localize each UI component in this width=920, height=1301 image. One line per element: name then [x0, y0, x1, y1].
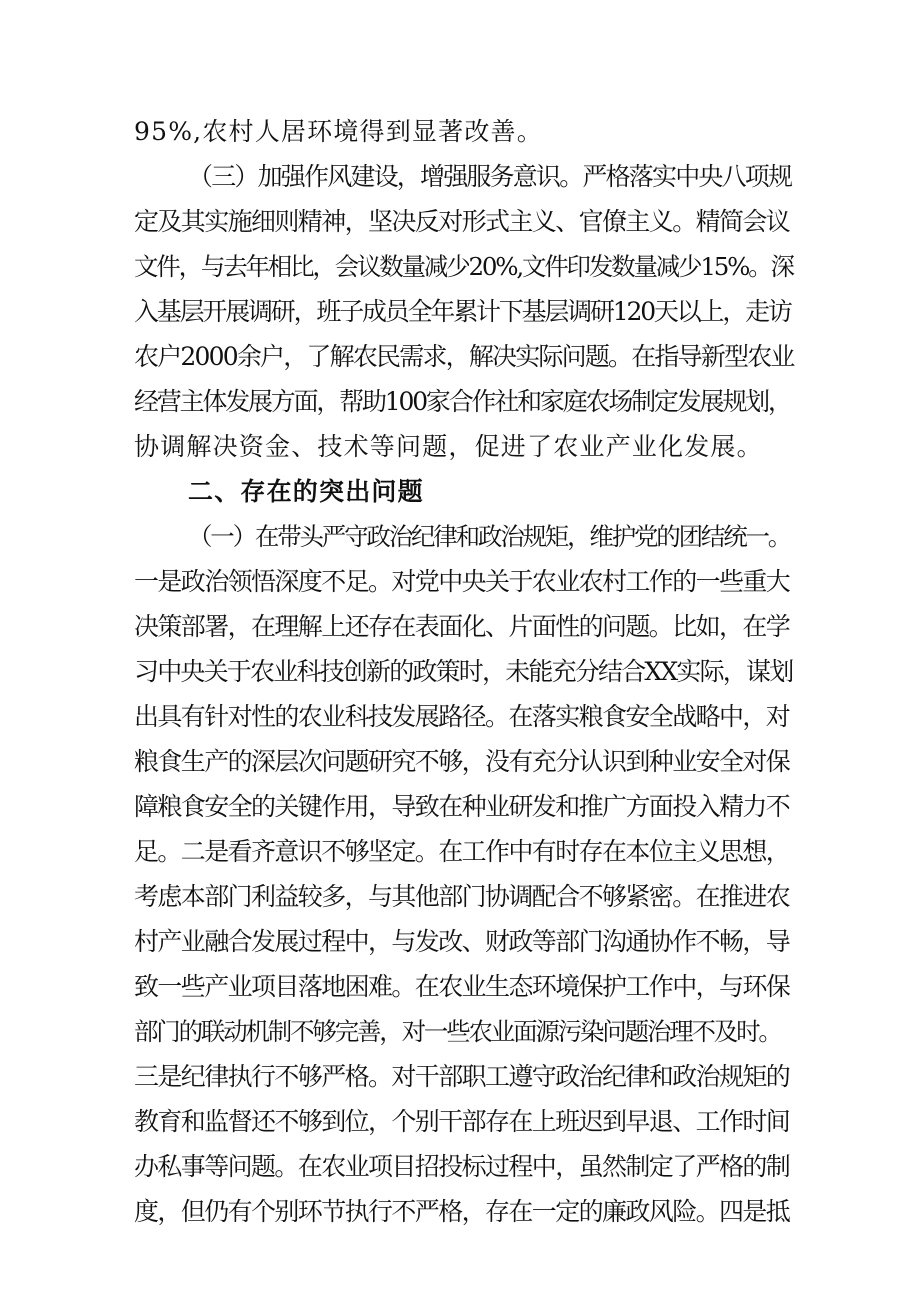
paragraph-line: 经营主体发展方面，帮助100家合作社和家庭农场制定发展规划，	[134, 387, 791, 416]
paragraph-line: 入基层开展调研，班子成员全年累计下基层调研120天以上，走访	[134, 297, 791, 326]
paragraph-line: 办私事等问题。在农业项目招投标过程中，虽然制定了严格的制	[134, 1152, 790, 1181]
paragraph-line: 文件，与去年相比，会议数量减少20%,文件印发数量减少15%。深	[134, 252, 793, 281]
paragraph-line: 村产业融合发展过程中，与发改、财政等部门沟通协作不畅，导	[134, 927, 790, 956]
paragraph-line: 出具有针对性的农业科技发展路径。在落实粮食安全战略中，对	[134, 702, 790, 731]
paragraph-line: 农户2000余户，了解农民需求，解决实际问题。在指导新型农业	[134, 342, 794, 371]
paragraph-line: 一是政治领悟深度不足。对党中央关于农业农村工作的一些重大	[134, 567, 790, 596]
paragraph-line: 部门的联动机制不够完善，对一些农业面源污染问题治理不及时。	[134, 1017, 781, 1046]
paragraph-line: 三是纪律执行不够严格。对干部职工遵守政治纪律和政治规矩的	[134, 1062, 790, 1091]
paragraph-line: 协调解决资金、技术等问题，促进了农业产业化发展。	[134, 432, 763, 461]
paragraph-line: 决策部署，在理解上还存在表面化、片面性的问题。比如，在学	[134, 612, 790, 641]
paragraph-line: 粮食生产的深层次问题研究不够，没有充分认识到种业安全对保	[134, 747, 790, 776]
paragraph-line: （三）加强作风建设，增强服务意识。严格落实中央八项规	[188, 162, 792, 191]
paragraph-line: 定及其实施细则精神，坚决反对形式主义、官僚主义。精简会议	[134, 207, 790, 236]
paragraph-line: 习中央关于农业科技创新的政策时，未能充分结合XX实际，谋划	[134, 657, 793, 686]
section-heading: 二、存在的突出问题	[188, 477, 424, 506]
paragraph-line: 教育和监督还不够到位，个别干部存在上班迟到早退、工作时间	[134, 1107, 790, 1136]
paragraph-line: （一）在带头严守政治纪律和政治规矩，维护党的团结统一。	[188, 522, 791, 551]
paragraph-line: 度，但仍有个别环节执行不严格，存在一定的廉政风险。四是抵	[134, 1197, 790, 1226]
paragraph-line: 足。二是看齐意识不够坚定。在工作中有时存在本位主义思想，	[134, 837, 790, 866]
paragraph-line: 考虑本部门利益较多，与其他部门协调配合不够紧密。在推进农	[134, 882, 790, 911]
paragraph-line: 致一些产业项目落地困难。在农业生态环境保护工作中，与环保	[134, 972, 790, 1001]
paragraph-line: 障粮食安全的关键作用，导致在种业研发和推广方面投入精力不	[134, 792, 790, 821]
paragraph-line: 95%,农村人居环境得到显著改善。	[134, 117, 543, 146]
